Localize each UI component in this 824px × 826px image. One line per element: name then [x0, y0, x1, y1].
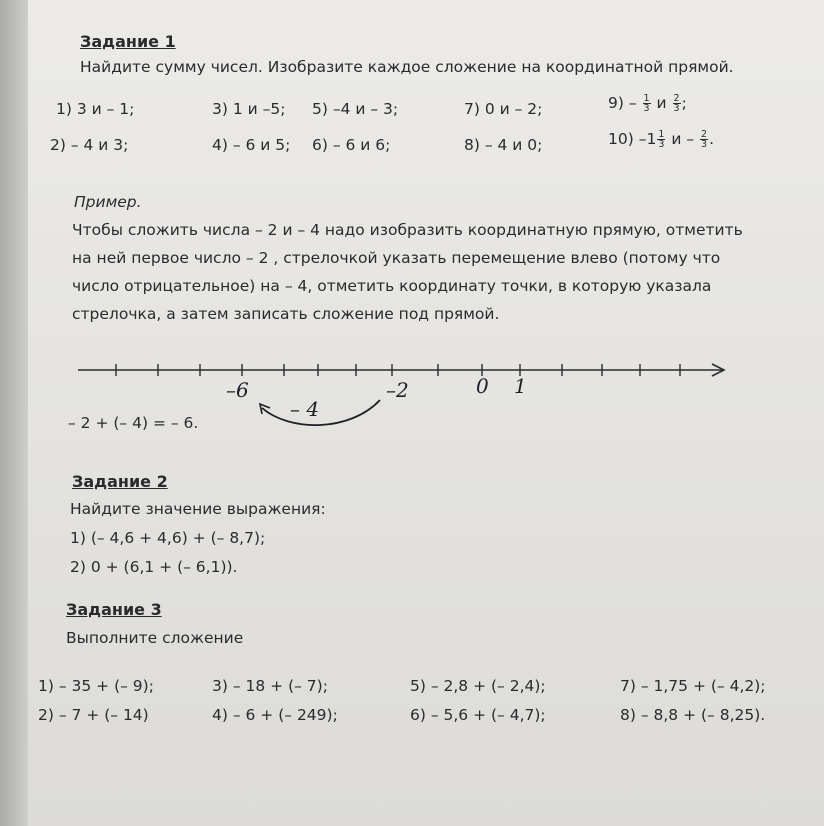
- example-line-2: на ней первое число – 2 , стрелочкой указать перемещение влево (потому что: [72, 249, 721, 267]
- task3-item-8: 8) – 8,8 + (– 8,25).: [620, 706, 766, 724]
- task2-item-2: 2) 0 + (6,1 + (– 6,1)).: [70, 558, 238, 576]
- task3-item-7: 7) – 1,75 + (– 4,2);: [620, 677, 766, 695]
- task1-item-9: 9) – $\frac{1}{3}$ и $\frac{2}{3}$ ;: [608, 93, 687, 114]
- task3-item-2: 2) – 7 + (– 14): [38, 706, 149, 724]
- task2-instruction: Найдите значение выражения:: [70, 500, 326, 518]
- task1-item-10: 10) –1 $\frac{1}{3}$ и – $\frac{2}{3}$ .: [608, 129, 715, 150]
- example-title: Пример.: [74, 193, 142, 211]
- task1-heading: Задание 1: [80, 32, 176, 51]
- task2-item-1: 1) (– 4,6 + 4,6) + (– 8,7);: [70, 529, 266, 547]
- handwritten-label-1: 1: [514, 374, 527, 398]
- example-line-3: число отрицательное) на – 4, отметить координату точки, в которую указала: [72, 277, 712, 295]
- task3-item-6: 6) – 5,6 + (– 4,7);: [410, 706, 546, 724]
- task3-item-4: 4) – 6 + (– 249);: [212, 706, 338, 724]
- handwritten-label-minus-6: –6: [226, 378, 249, 402]
- handwritten-label-minus-4: – 4: [290, 397, 320, 421]
- task3-item-1: 1) – 35 + (– 9);: [38, 677, 154, 695]
- task1-item-1: 1) 3 и – 1;: [56, 100, 135, 118]
- fraction-one-third: $\frac{1}{3}$: [658, 129, 665, 150]
- example-line-1: Чтобы сложить числа – 2 и – 4 надо изобразить координатную прямую, отметить: [72, 221, 743, 239]
- task1-item-4: 4) – 6 и 5;: [212, 136, 291, 154]
- task3-heading: Задание 3: [66, 600, 162, 619]
- handwritten-label-minus-2: –2: [386, 378, 409, 402]
- fraction-one-third: $\frac{1}{3}$: [643, 93, 650, 114]
- task1-item-7: 7) 0 и – 2;: [464, 100, 543, 118]
- example-line-4: стрелочка, а затем записать сложение под прямой.: [72, 305, 500, 323]
- task1-item-8: 8) – 4 и 0;: [464, 136, 543, 154]
- task1-item-3: 3) 1 и –5;: [212, 100, 286, 118]
- task1-item-5: 5) –4 и – 3;: [312, 100, 399, 118]
- task2-heading: Задание 2: [72, 472, 168, 491]
- handwritten-label-0: 0: [476, 374, 489, 398]
- fraction-two-thirds: $\frac{2}{3}$: [673, 93, 680, 114]
- task3-instruction: Выполните сложение: [66, 629, 244, 647]
- example-equation: – 2 + (– 4) = – 6.: [68, 414, 199, 432]
- task1-item-2: 2) – 4 и 3;: [50, 136, 129, 154]
- task3-item-5: 5) – 2,8 + (– 2,4);: [410, 677, 546, 695]
- move-left-arrow: [262, 400, 380, 425]
- fraction-two-thirds: $\frac{2}{3}$: [701, 129, 708, 150]
- task1-item-6: 6) – 6 и 6;: [312, 136, 391, 154]
- task1-instruction: Найдите сумму чисел. Изобразите каждое сложение на координатной прямой.: [80, 58, 734, 76]
- task3-item-3: 3) – 18 + (– 7);: [212, 677, 328, 695]
